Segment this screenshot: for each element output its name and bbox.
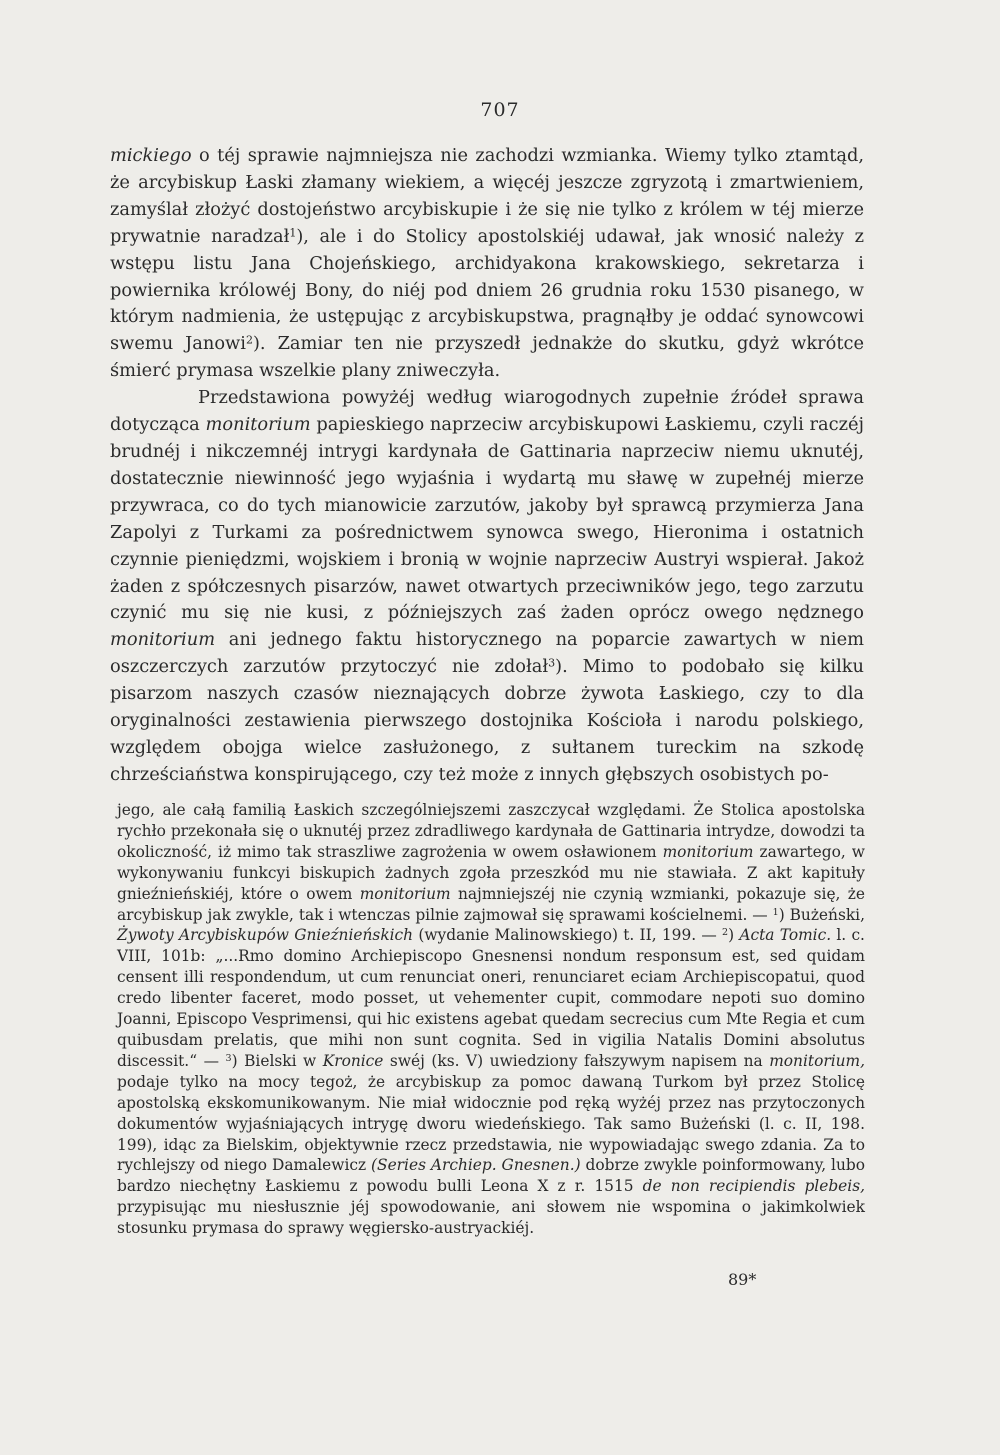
footnote-ref-1: 1	[289, 226, 297, 240]
paragraph-2	[110, 385, 864, 789]
italic-term: monitorium	[662, 842, 754, 861]
text-run: o téj sprawie najmniejsza nie zachodzi wzmianka. Wiemy tylko ztamtąd, że arcybiskup Łaski złamany wiekiem, a więcéj jeszcze zgryzotą i zmartwieniem, zamyślał złożyć dostojeństwo arcybiskupie i że się nie tylko z królem w téj mierze prywatnie naradzał	[110, 145, 864, 247]
italic-title: Acta Tomic.	[739, 926, 832, 945]
text-run: ). Mimo to podobało się kilku pisarzom naszych czasów nieznających dobrze żywota Łaskiego, czy to dla oryginalności zestawienia pierwszego dostojnika Kościoła i narodu polskiego, względem obojga wielce zasłużonego, z sułtanem tureckim na szkodę chrześciaństwa konspirującego, czy też może z innych głębszych osobistych po-	[110, 656, 865, 785]
footnote-ref-3: 3	[548, 656, 556, 670]
text-run: ) Bużeński,	[778, 905, 865, 924]
footnotes	[117, 800, 865, 1239]
footnote-marker-3: 3	[225, 1053, 232, 1065]
text-run: jego, ale całą familią Łaskich szczególniejszemi zaszczycał względami. Że Stolica apostolska rychło przekonała się o uknutéj przez zdradliwego kardynała de Gattinaria intrydze, dowodzi ta okoliczność, iż mimo tak straszliwe zagrożenia w owem osławionem	[117, 801, 865, 861]
text-run: dobrze zwykle poinformowany, lubo bardzo niechętny Łaskiemu z powodu bulli Leona X z r. 1515	[117, 1156, 865, 1196]
text-run: przypisując mu niesłusznie jéj spowodowanie, ani słowem nie wspomina o jakimkolwiek stosunku prymasa do sprawy węgiersko-austryackiéj.	[117, 1198, 865, 1238]
paragraph-1	[110, 143, 864, 385]
footnote-marker-2: 2	[722, 927, 729, 939]
text-run: ). Zamiar ten nie przyszedł jednakże do skutku, gdyż wkrótce śmierć prymasa wszelkie plany zniweczyła.	[110, 333, 864, 382]
italic-title: Kronice	[322, 1051, 384, 1070]
text-run: (wydanie Malinowskiego) t. II, 199. —	[413, 926, 723, 945]
footnote-marker-1: 1	[772, 906, 779, 918]
text-run: Przedstawiona powyżéj według wiarogodnych zupełnie źródeł sprawa dotycząca	[110, 387, 864, 436]
italic-name: mickiego	[110, 145, 192, 166]
italic-title: (Series Archiep. Gnesnen.)	[371, 1156, 581, 1175]
italic-term: monitorium	[205, 414, 311, 436]
text-run: ), ale i do Stolicy apostolskiéj udawał, jak wnosić należy z wstępu listu Jana Chojeńskiego, archidyakona krakowskiego, sekretarza i powiernika królowéj Bony, do niéj pod dniem 26 grudnia roku 1530 pisanego, w którym nadmienia, że ustępując z arcybiskupstwa, pragnąłby je oddać synowcowi swemu Janowi	[110, 225, 864, 355]
signature-mark: 89*	[728, 1270, 757, 1289]
text-run: podaje tylko na mocy tegoż, że arcybiskup za pomoc dawaną Turkom był przez Stolicę apostolską ekskomunikowanym. Nie miał widocznie pod ręką wyżéj przez nas przytoczonych dokumentów wyjaśniających intrygę dworu wiedeńskiego. Tak samo Bużeński (l. c. II, 198. 199), idąc za Bielskim, objektywnie rzecz przedstawia, nie wypowiadając swego zdania. Za to rychlejszy od niego Damalewicz	[117, 1072, 865, 1175]
text-run: papieskiego naprzeciw arcybiskupowi Łaskiemu, czyli raczéj brudnéj i nikczemnéj intrygi kardynała de Gattinaria naprzeciw niemu uknutéj, dostatecznie niewinność jego wyjaśnia i wydartą mu sławę w zupełnéj mierze przywraca, co do tych mianowicie zarzutów, jakoby był sprawcą przymierza Jana Zapolyi z Turkami za pośrednictwem synowca swego, Hieronima i ostatnich czynnie pieniędzmi, wojskiem i bronią w wojnie naprzeciw Austryi wspierał. Jakoż żaden z spółczesnych pisarzów, nawet otwartych przeciwników jego, tego zarzutu czynić mu się nie kusi, z późniejszych zaś żaden oprócz owego nędznego	[110, 414, 864, 624]
text-run: ani jednego faktu historycznego na poparcie zawartych w niem oszczerczych zarzutów przytoczyć nie zdołał	[110, 629, 864, 678]
footnote-text	[117, 800, 865, 1239]
italic-title: de non recipiendis plebeis,	[642, 1177, 866, 1196]
text-run: l. c. VIII, 101b: „...Rmo domino Archiepiscopo Gnesnensi nondum responsum est, sed quidam censent illi respondendum, ut cum renunciat oneri, renunciaret eciam Archiepiscopatui, quod credo libenter faceret, modo posset, ut vehementer cupit, commodare nepoti suo domino Joanni, Episcopo Vesprimensi, qui hic existens agebat quedam secrecius cum Mte Regia et cum quibusdam prelatis, que mihi non sunt cognita. Sed in vigilia Natalis Domini absolutus discessit.“ —	[117, 926, 865, 1070]
italic-title: Żywoty Arcybiskupów Gnieźnieńskich	[117, 926, 414, 945]
italic-term: monitorium	[110, 629, 216, 651]
text-run: zawartego, w wykonywaniu funkcyi biskupich żadnych zgoła przeszkód mu nie stawiała. Z akt kapituły gnieźnieńskiéj, które o owem	[117, 842, 865, 903]
main-text	[110, 143, 864, 789]
text-run: najmniejszéj nie czynią wzmianki, pokazuje się, że arcybiskup jak zwykle, tak i wtenczas pilnie zajmował się sprawami kościelnemi. —	[117, 884, 866, 924]
text-run: )	[728, 926, 740, 945]
italic-term: monitorium	[359, 884, 451, 903]
footnote-ref-2: 2	[245, 333, 253, 347]
page-number: 707	[480, 99, 520, 121]
text-run: ) Bielski w	[231, 1051, 323, 1070]
italic-term: monitorium,	[769, 1051, 866, 1070]
text-run: swéj (ks. V) uwiedziony fałszywym napisem na	[383, 1051, 770, 1070]
